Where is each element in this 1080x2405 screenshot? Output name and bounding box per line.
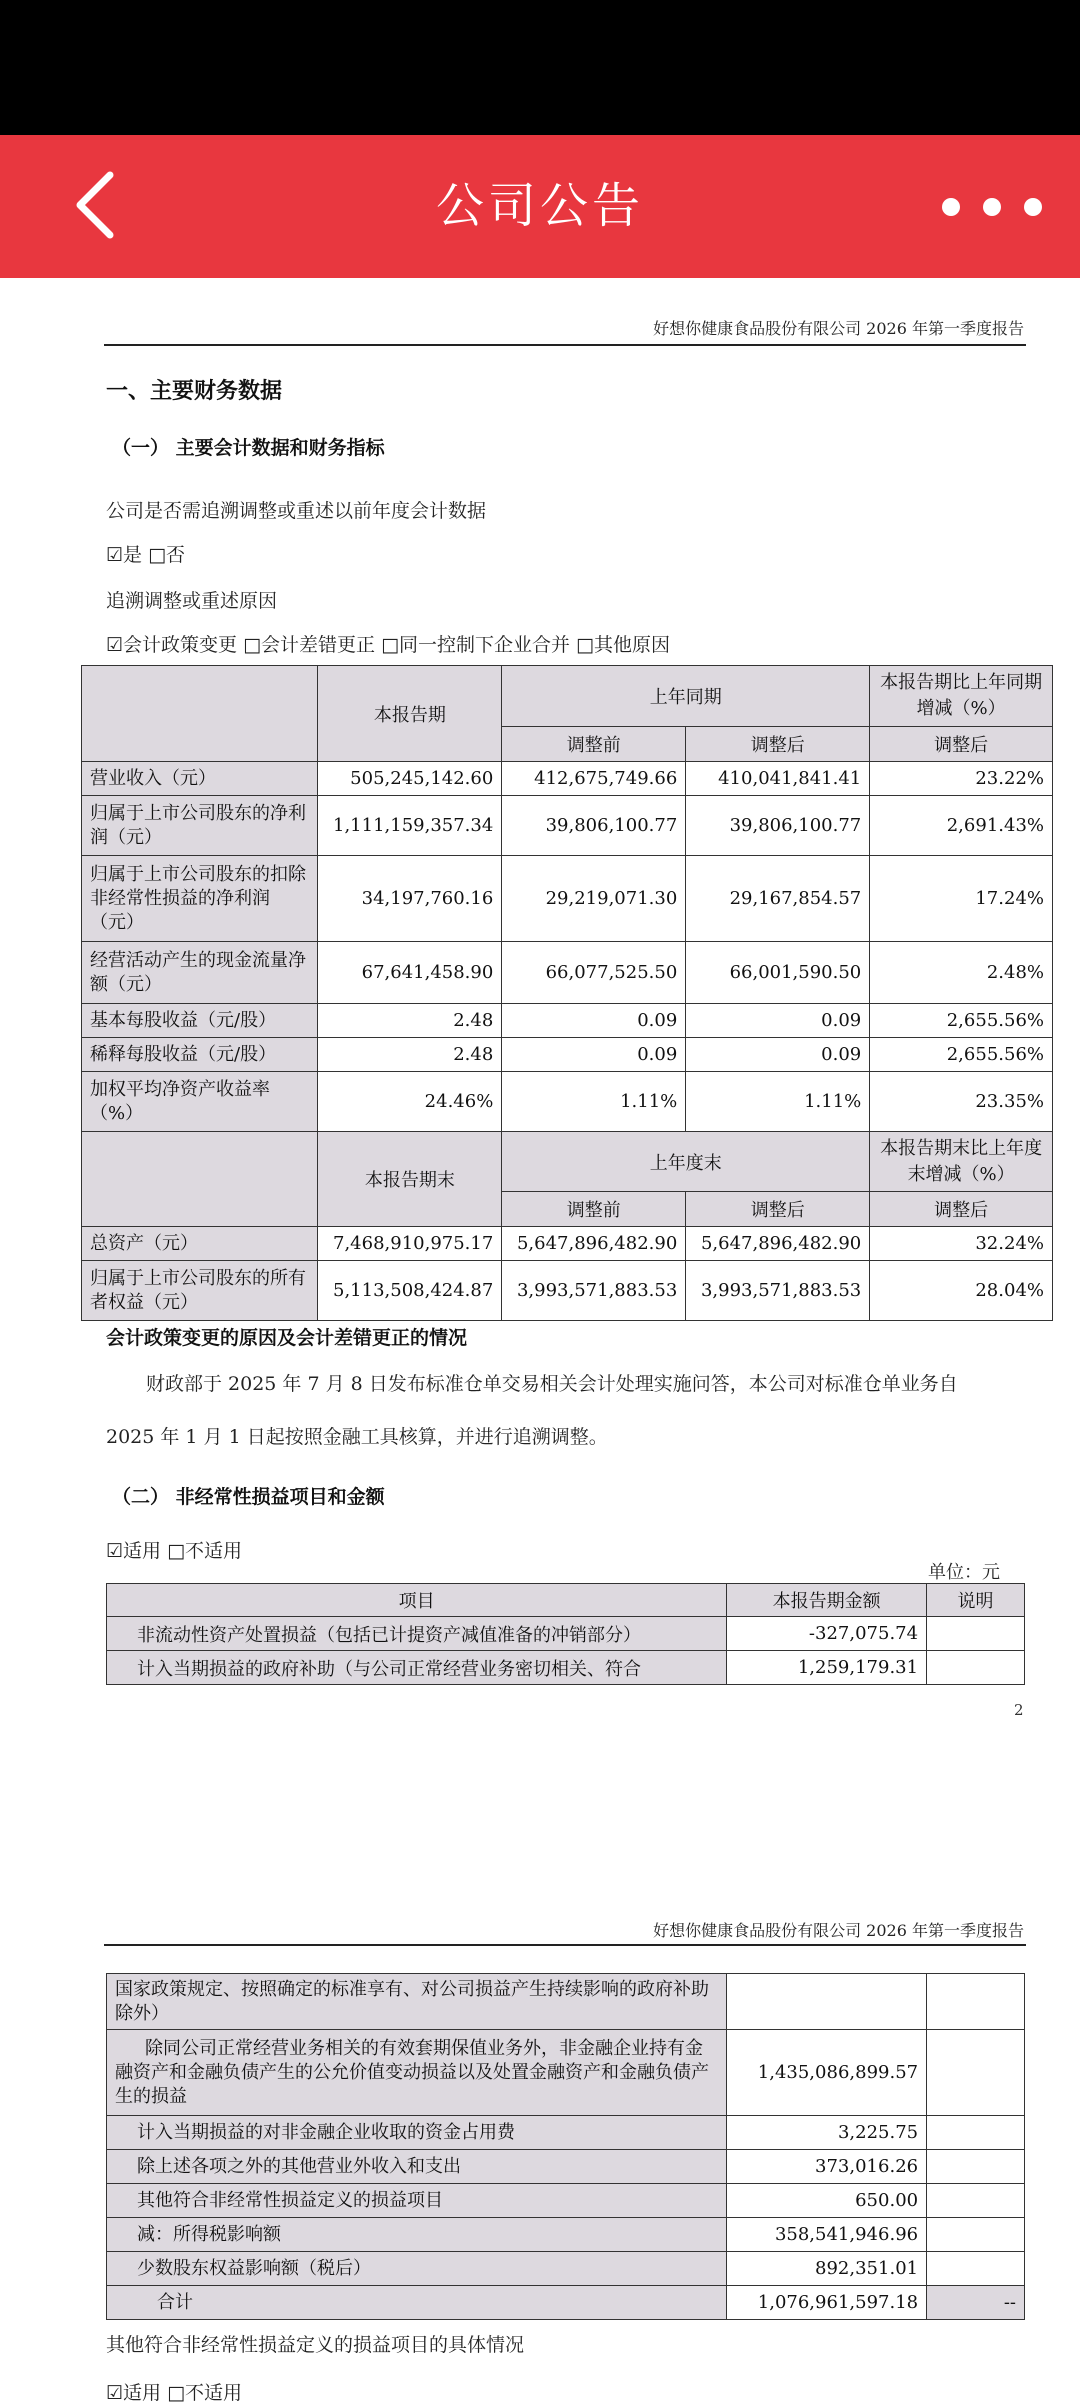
- table-row: [107, 2218, 1025, 2252]
- cell-value: 0.09: [502, 1004, 686, 1038]
- row-label: 归属于上市公司股东的净利润（元）: [82, 796, 318, 856]
- applicable-options: ☑适用 □不适用: [106, 1540, 243, 1562]
- unit-label: 单位：元: [928, 1562, 1000, 1583]
- subsection-heading: （一） 主要会计数据和财务指标: [112, 437, 385, 459]
- cell-value: 2.48: [318, 1038, 502, 1072]
- report-header: 好想你健康食品股份有限公司 2026 年第一季度报告: [653, 1921, 1024, 1940]
- cell-value: 39,806,100.77: [686, 796, 870, 856]
- cell-value: 67,641,458.90: [318, 942, 502, 1004]
- row-label: 总资产（元）: [82, 1227, 318, 1261]
- cell-value: 17.24%: [870, 856, 1053, 942]
- table-header: 本报告期比上年同期增减（%）: [870, 666, 1053, 727]
- row-label: 营业收入（元）: [82, 762, 318, 796]
- section-heading: 一、主要财务数据: [106, 379, 283, 404]
- table-header: 本报告期: [318, 666, 502, 762]
- cell-value: 412,675,749.66: [502, 762, 686, 796]
- cell-value: 2,655.56%: [870, 1038, 1053, 1072]
- row-label: 计入当期损益的对非金融企业收取的资金占用费: [107, 2116, 727, 2150]
- cell-note: [927, 2030, 1025, 2116]
- cell-value: 0.09: [686, 1038, 870, 1072]
- cell-note: [927, 1651, 1025, 1685]
- cell-value: 3,993,571,883.53: [686, 1261, 870, 1321]
- cell-value: 1,435,086,899.57: [727, 2030, 927, 2116]
- cell-value: [727, 1974, 927, 2030]
- table-row: [82, 1261, 1053, 1321]
- table-header: 本报告期末: [318, 1132, 502, 1227]
- restatement-answer: ☑是 □否: [106, 544, 186, 566]
- table-row: [107, 2150, 1025, 2184]
- cell-value: 892,351.01: [727, 2252, 927, 2286]
- page-number: 2: [1014, 1701, 1024, 1719]
- more-dot-icon: [942, 198, 960, 216]
- restatement-reason-options: ☑会计政策变更 □会计差错更正 □同一控制下企业合并 □其他原因: [106, 634, 671, 656]
- cell-value: 2,691.43%: [870, 796, 1053, 856]
- header-rule: [104, 1944, 1026, 1946]
- table-header: 调整前: [502, 1192, 686, 1227]
- table-header: 本报告期金额: [727, 1584, 927, 1617]
- cell-value: 23.22%: [870, 762, 1053, 796]
- cell-note: [927, 2150, 1025, 2184]
- cell-value: 5,113,508,424.87: [318, 1261, 502, 1321]
- status-bar: [0, 0, 1080, 135]
- cell-value: 23.35%: [870, 1072, 1053, 1132]
- cell-value: 7,468,910,975.17: [318, 1227, 502, 1261]
- table-row: [107, 1617, 1025, 1651]
- cell-note: --: [927, 2286, 1025, 2320]
- row-label: 合计: [107, 2286, 727, 2320]
- cell-value: 5,647,896,482.90: [686, 1227, 870, 1261]
- table-row: [82, 1038, 1053, 1072]
- row-label: 基本每股收益（元/股）: [82, 1004, 318, 1038]
- cell-value: 505,245,142.60: [318, 762, 502, 796]
- table-row: [82, 796, 1053, 856]
- row-label: 计入当期损益的政府补助（与公司正常经营业务密切相关、符合: [107, 1651, 727, 1685]
- table-row: [82, 1227, 1053, 1261]
- table-header: 项目: [107, 1584, 727, 1617]
- cell-value: 650.00: [727, 2184, 927, 2218]
- cell-note: [927, 2184, 1025, 2218]
- table-header: 上年同期: [502, 666, 870, 727]
- table-row: [107, 1651, 1025, 1685]
- cell-note: [927, 2252, 1025, 2286]
- table-header: 调整后: [870, 727, 1053, 762]
- cell-value: 24.46%: [318, 1072, 502, 1132]
- row-label: 其他符合非经常性损益定义的损益项目: [107, 2184, 727, 2218]
- cell-value: 2.48: [318, 1004, 502, 1038]
- table-header: 说明: [927, 1584, 1025, 1617]
- table-header: 调整后: [686, 1192, 870, 1227]
- other-items-title: 其他符合非经常性损益定义的损益项目的具体情况: [106, 2334, 525, 2356]
- cell-note: [927, 1617, 1025, 1651]
- more-dot-icon: [1024, 198, 1042, 216]
- cell-value: 1.11%: [502, 1072, 686, 1132]
- table-row: [82, 1004, 1053, 1038]
- cell-value: 1,259,179.31: [727, 1651, 927, 1685]
- table-header: 本报告期末比上年度末增减（%）: [870, 1132, 1053, 1192]
- row-label: 除上述各项之外的其他营业外收入和支出: [107, 2150, 727, 2184]
- table-header: 调整后: [686, 727, 870, 762]
- cell-value: 28.04%: [870, 1261, 1053, 1321]
- more-options-button[interactable]: [942, 183, 1042, 231]
- policy-change-title: 会计政策变更的原因及会计差错更正的情况: [106, 1327, 468, 1349]
- non-recurring-table: [106, 1583, 1025, 1685]
- table-header-blank: [82, 1132, 318, 1227]
- more-dot-icon: [983, 198, 1001, 216]
- cell-value: 358,541,946.96: [727, 2218, 927, 2252]
- table-header: 上年度末: [502, 1132, 870, 1192]
- cell-value: 3,225.75: [727, 2116, 927, 2150]
- row-label: 除同公司正常经营业务相关的有效套期保值业务外，非金融企业持有金融资产和金融负债产生的公允价值变动损益以及处置金融资产和金融负债产生的损益: [107, 2030, 727, 2116]
- page-title: 公司公告: [435, 178, 644, 234]
- table-row: [107, 2030, 1025, 2116]
- table-row: [82, 1072, 1053, 1132]
- cell-value: 66,001,590.50: [686, 942, 870, 1004]
- header-rule: [104, 344, 1026, 346]
- table-header: 调整前: [502, 727, 686, 762]
- subsection-heading: （二） 非经常性损益项目和金额: [112, 1486, 385, 1508]
- financial-data-table: [81, 665, 1053, 1321]
- applicable-options: ☑适用 □不适用: [106, 2382, 243, 2404]
- cell-value: 1,111,159,357.34: [318, 796, 502, 856]
- table-row: [107, 1974, 1025, 2030]
- cell-value: 66,077,525.50: [502, 942, 686, 1004]
- cell-value: 0.09: [502, 1038, 686, 1072]
- cell-value: 3,993,571,883.53: [502, 1261, 686, 1321]
- app-header: [0, 135, 1080, 278]
- restatement-question: 公司是否需追溯调整或重述以前年度会计数据: [106, 500, 487, 522]
- cell-value: 1.11%: [686, 1072, 870, 1132]
- row-label: 稀释每股收益（元/股）: [82, 1038, 318, 1072]
- table-row: [82, 762, 1053, 796]
- row-label: 归属于上市公司股东的扣除非经常性损益的净利润（元）: [82, 856, 318, 942]
- row-label: 归属于上市公司股东的所有者权益（元）: [82, 1261, 318, 1321]
- report-header: 好想你健康食品股份有限公司 2026 年第一季度报告: [653, 319, 1024, 338]
- cell-value: -327,075.74: [727, 1617, 927, 1651]
- row-label: 减：所得税影响额: [107, 2218, 727, 2252]
- cell-value: 29,219,071.30: [502, 856, 686, 942]
- row-label: 经营活动产生的现金流量净额（元）: [82, 942, 318, 1004]
- cell-value: 29,167,854.57: [686, 856, 870, 942]
- cell-value: 39,806,100.77: [502, 796, 686, 856]
- cell-value: 373,016.26: [727, 2150, 927, 2184]
- table-row: [107, 2116, 1025, 2150]
- row-label: 加权平均净资产收益率（%）: [82, 1072, 318, 1132]
- non-recurring-table-continued: [106, 1973, 1025, 2320]
- cell-value: 32.24%: [870, 1227, 1053, 1261]
- cell-note: [927, 2218, 1025, 2252]
- restatement-reason-title: 追溯调整或重述原因: [106, 590, 278, 612]
- table-row-total: [107, 2286, 1025, 2320]
- row-label: 国家政策规定、按照确定的标准享有、对公司损益产生持续影响的政府补助除外）: [107, 1974, 727, 2030]
- policy-change-text: 财政部于 2025 年 7 月 8 日发布标准仓单交易相关会计处理实施问答，本公司对标准仓单业务自 2025 年 1 月 1 日起按照金融工具核算，并进行追溯调整。: [106, 1373, 958, 1448]
- cell-value: 34,197,760.16: [318, 856, 502, 942]
- row-label: 少数股东权益影响额（税后）: [107, 2252, 727, 2286]
- cell-value: 410,041,841.41: [686, 762, 870, 796]
- cell-value: 2,655.56%: [870, 1004, 1053, 1038]
- cell-note: [927, 1974, 1025, 2030]
- cell-value: 2.48%: [870, 942, 1053, 1004]
- table-row: [107, 2184, 1025, 2218]
- cell-value: 0.09: [686, 1004, 870, 1038]
- cell-value: 5,647,896,482.90: [502, 1227, 686, 1261]
- table-row: [82, 942, 1053, 1004]
- cell-value: 1,076,961,597.18: [727, 2286, 927, 2320]
- table-header-blank: [82, 666, 318, 762]
- table-row: [107, 2252, 1025, 2286]
- table-header: 调整后: [870, 1192, 1053, 1227]
- row-label: 非流动性资产处置损益（包括已计提资产减值准备的冲销部分）: [107, 1617, 727, 1651]
- cell-note: [927, 2116, 1025, 2150]
- table-row: [82, 856, 1053, 942]
